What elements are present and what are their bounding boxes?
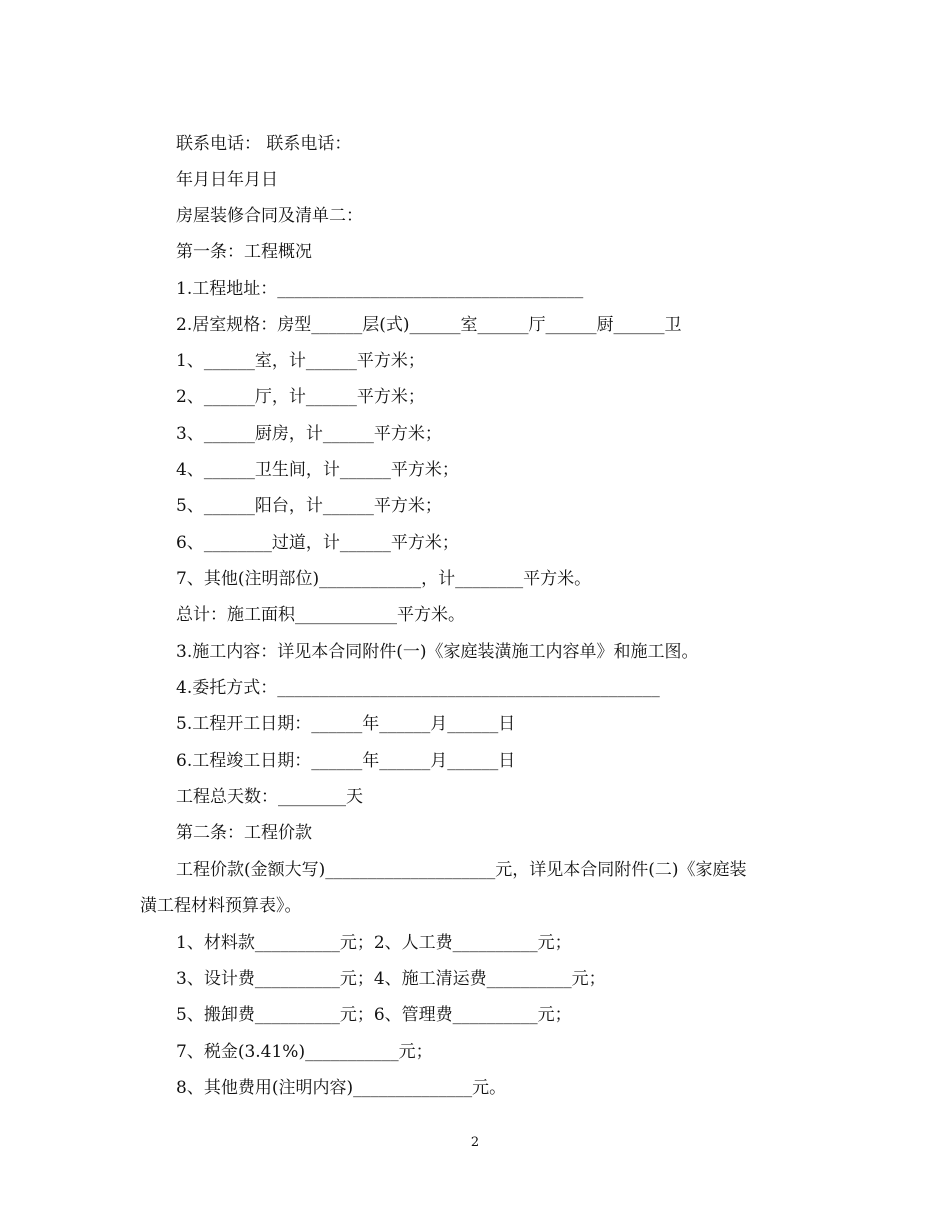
fee-item-5-6: 5、搬卸费__________元；6、管理费__________元； [176,1005,572,1025]
room-item-3: 3、______厨房，计______平方米； [176,424,442,444]
fee-item-7: 7、税金(3.41%)___________元； [176,1042,433,1062]
date-line: 年月日年月日 [176,170,278,190]
project-address-line: 1.工程地址：____________________________________ [176,279,584,299]
construction-content-line: 3.施工内容：详见本合同附件(一)《家庭装潢施工内容单》和施工图。 [176,642,699,662]
article-2-heading: 第二条：工程价款 [176,823,312,843]
fee-item-3-4: 3、设计费__________元；4、施工清运费__________元； [176,969,606,989]
fee-item-1-2: 1、材料款__________元；2、人工费__________元； [176,933,572,953]
fee-item-8: 8、其他费用(注明内容)______________元。 [176,1078,507,1098]
article-1-heading: 第一条：工程概况 [176,242,312,262]
total-days-line: 工程总天数：________天 [176,787,363,807]
contract-title: 房屋装修合同及清单二： [176,206,363,226]
room-item-2: 2、______厅，计______平方米； [176,387,425,407]
completion-date-line: 6.工程竣工日期：______年______月______日 [176,751,516,771]
room-item-5: 5、______阳台，计______平方米； [176,496,442,516]
room-item-7: 7、其他(注明部位)____________，计________平方米。 [176,569,592,589]
room-item-1: 1、______室，计______平方米； [176,351,425,371]
room-item-6: 6、________过道，计______平方米； [176,533,459,553]
project-price-line-continued: 潢工程材料预算表》。 [140,896,302,916]
commission-method-line: 4.委托方式：_____________________________________________ [176,678,660,698]
start-date-line: 5.工程开工日期：______年______月______日 [176,714,516,734]
page-number: 2 [470,1135,480,1150]
project-price-line: 工程价款(金额大写)____________________元，详见本合同附件(二)《家庭装 [176,860,747,880]
room-item-4: 4、______卫生间，计______平方米； [176,460,459,480]
room-spec-line: 2.居室规格：房型______层(式)______室______厅______厨______卫 [176,315,682,335]
contact-phone-line: 联系电话： 联系电话： [176,134,352,154]
total-area-line: 总计：施工面积____________平方米。 [176,605,465,625]
